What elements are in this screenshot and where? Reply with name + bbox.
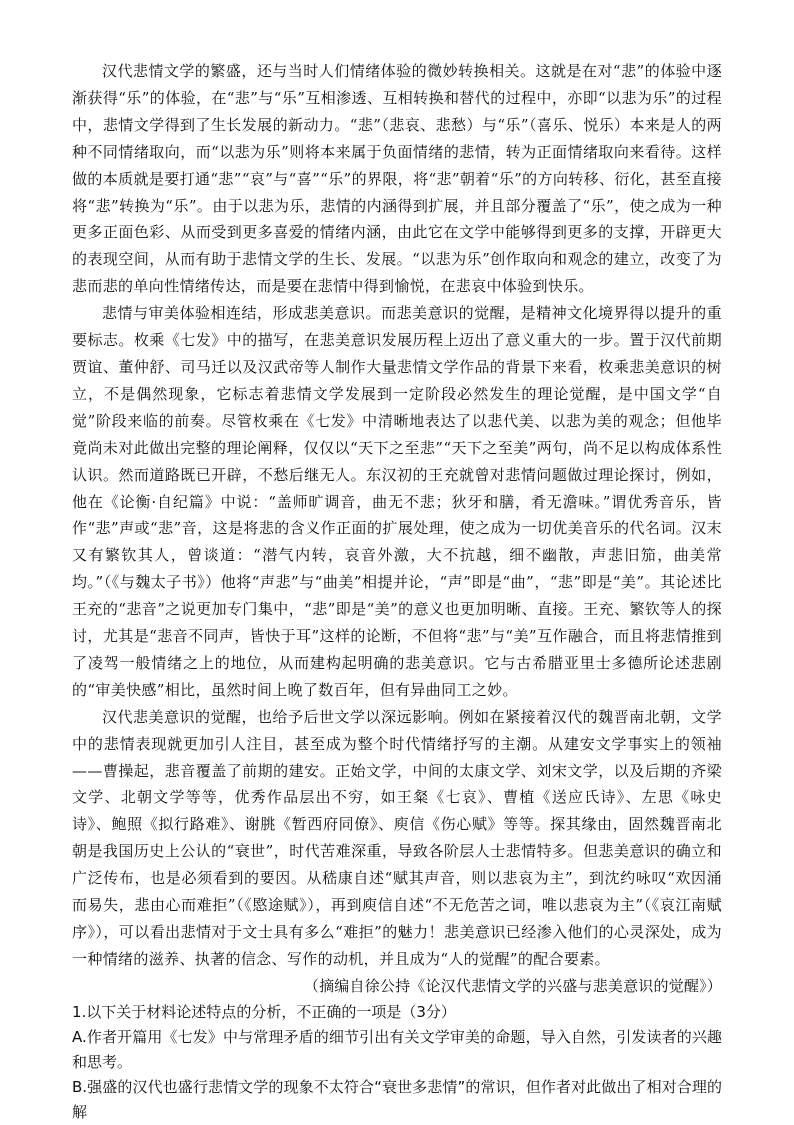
- passage-source: （摘编自徐公持《论汉代悲情文学的兴盛与悲美意识的觉醒》）: [303, 976, 722, 995]
- passage-paragraph-3: 汉代悲美意识的觉醒，也给予后世文学以深远影响。例如在紧接着汉代的魏晋南北朝，文学中的悲情表现就更加引人注目，甚至成为整个时代情绪抒写的主潮。从建安文学事实上的领袖——曹操起，悲音覆盖了前期的建安。正始文学，中间的太康文学、刘宋文学，以及后期的齐梁文学、北朝文学等等，优秀作品层出不穷，如王粲《七哀》、曹植《送应氏诗》、左思《咏史诗》、鲍照《拟行路难》、谢朓《暂西府同僚》、庾信《伤心赋》等等。探其缘由，固然魏晋南北朝是我国历史上公认的“衰世”，时代苦难深重，导致各阶层人士悲情特多。但悲美意识的确立和广泛传布，也是必须看到的要因。从嵇康自述“赋其声音，则以悲哀为主”，到沈约咏叹“欢因涌而易失，悲由心而难拒”（《愍途赋》），再到庾信自述“不无危苦之词，唯以悲哀为主”（《哀江南赋序》），可以看出悲情对于文士具有多么“难拒”的魅力！悲美意识已经渗入他们的心灵深处，成为一种情绪的滋养、执著的信念、写作的动机，并且成为“人的觉醒”的配合要素。: [72, 707, 722, 968]
- document-page: [72, 58, 722, 1125]
- question-1: [72, 1000, 722, 1125]
- passage: [72, 58, 722, 1000]
- passage-paragraph-1: 汉代悲情文学的繁盛，还与当时人们情绪体验的微妙转换相关。这就是在对“悲”的体验中逐渐获得“乐”的体验，在“悲”与“乐”互相渗透、互相转换和替代的过程中，亦即“以悲为乐”的过程中，悲情文学得到了生长发展的新动力。“悲”（悲哀、悲愁）与“乐”（喜乐、悦乐）本来是人的两种不同情绪取向，而“以悲为乐”则将本来属于负面情绪的悲情，转为正面情绪取向来看待。这样做的本质就是要打通“悲”“哀”与“喜”“乐”的界限，将“悲”朝着“乐”的方向转移、衍化，甚至直接将“悲”转换为“乐”。由于以悲为乐，悲情的内涵得到扩展，并且部分覆盖了“乐”，使之成为一种更多正面色彩、从而受到更多喜爱的情绪内涵，由此它在文学中能够得到更多的支撑，开辟更大的表现空间，从而有助于悲情文学的生长、发展。“以悲为乐”创作取向和观念的建立，改变了为悲而悲的单向性情绪传达，而是要在悲情中得到愉悦，在悲哀中体验到快乐。: [72, 62, 722, 296]
- passage-paragraph-2: 悲情与审美体验相连结，形成悲美意识。而悲美意识的觉醒，是精神文化境界得以提升的重要标志。枚乘《七发》中的描写，在悲美意识发展历程上迈出了意义重大的一步。置于汉代前期贾谊、董仲舒、司马迁以及汉武帝等人制作大量悲情文学作品的背景下来看，枚乘悲美意识的树立，不是偶然现象，它标志着悲情文学发展到一定阶段必然发生的理论觉醒，是中国文学“自觉”阶段来临的前奏。尽管枚乘在《七发》中清晰地表达了以悲代美、以悲为美的观念；但他毕竟尚未对此做出完整的理论阐释，仅仅以“天下之至悲”“天下之至美”两句，尚不足以构成体系性认识。然而道路既已开辟，不愁后继无人。东汉初的王充就曾对悲情问题做过理论探讨，例如，他在《论衡·自纪篇》中说：“盖师旷调音，曲无不悲；狄牙和膳，肴无澹味。”谓优秀音乐，皆作“悲”声或“悲”音，这是将悲的含义作正面的扩展处理，使之成为一切优美音乐的代名词。汉末又有繁钦其人，曾谈道：“潜气内转，哀音外激，大不抗越，细不幽散，声悲旧笳，曲美常均。”（《与魏太子书》）他将“声悲”与“曲美”相提并论，“声”即是“曲”，“悲”即是“美”。其论述比王充的“悲音”之说更加专门集中，“悲”即是“美”的意义也更加明晰、直接。王充、繁钦等人的探讨，尤其是“悲音不同声，皆快于耳”这样的论断，不但将“悲”与“美”互作融合，而且将悲情推到了凌驾一般情绪之上的地位，从而建构起明确的悲美意识。它与古希腊亚里士多德所论述悲剧的“审美快感”相比，虽然时间上晚了数百年，但有异曲同工之妙。: [72, 304, 722, 699]
- option-a: A.作者开篇用《七发》中与常理矛盾的细节引出有关文学审美的命题，导入自然，引发读者的兴趣和思考。: [72, 1027, 722, 1071]
- question-stem: 1.以下关于材料论述特点的分析，不正确的一项是（3分）: [72, 1002, 456, 1021]
- option-b: B.强盛的汉代也盛行悲情文学的现象不太符合“衰世多悲情”的常识，但作者对此做出了相对合理的解: [72, 1077, 722, 1121]
